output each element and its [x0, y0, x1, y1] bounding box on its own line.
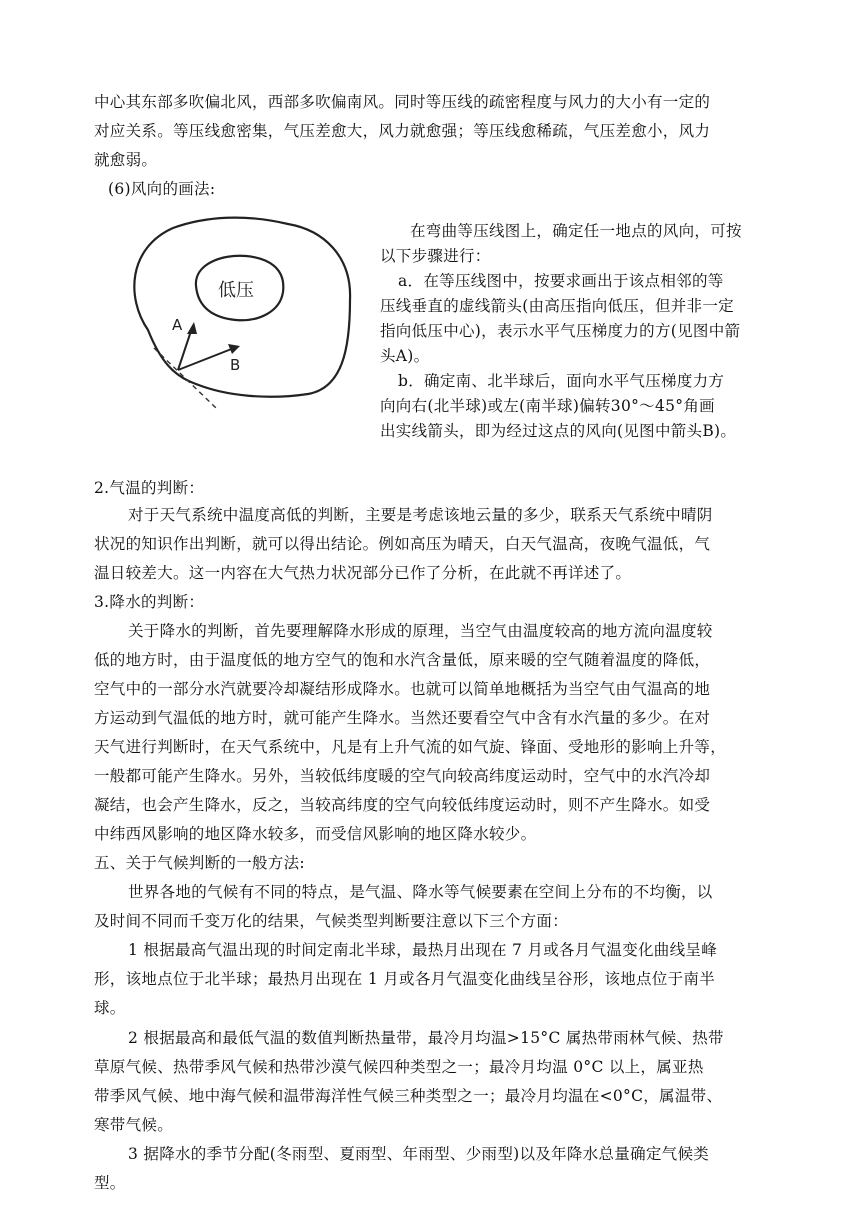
text-line: b．确定南、北半球后，面向水平气压梯度力方: [398, 372, 725, 390]
isobar-wind-figure: [118, 210, 363, 410]
text-line: 及时间不同而千变万化的结果，气候类型判断要注意以下三个方面：: [94, 912, 569, 930]
text-line: 就愈弱。: [94, 151, 158, 169]
text-line: 一般都可能产生降水。另外，当较低纬度暖的空气向较高纬度运动时，空气中的水汽冷却: [94, 767, 711, 785]
text-line: 空气中的一部分水汽就要冷却凝结形成降水。也就可以简单地概括为当空气由气温高的地: [94, 680, 711, 698]
isobar-diagram: [118, 210, 363, 410]
text-line: 球。: [94, 999, 126, 1017]
text-line: 关于降水的判断，首先要理解降水形成的原理，当空气由温度较高的地方流向温度较: [128, 622, 713, 640]
text-line: 向向右(北半球)或左(南半球)偏转30°～45°角画: [380, 397, 715, 415]
text-line: 凝结，也会产生降水，反之，当较高纬度的空气向较低纬度运动时，则不产生降水。如受: [94, 796, 711, 814]
text-line: 世界各地的气候有不同的特点，是气温、降水等气候要素在空间上分布的不均衡，以: [128, 883, 713, 901]
arrow-b-label: B: [230, 356, 241, 374]
text-line: 形，该地点位于北半球；最热月出现在 1 月或各月气温变化曲线呈谷形，该地点位于南半: [94, 970, 716, 988]
text-line: 中心其东部多吹偏北风，西部多吹偏南风。同时等压线的疏密程度与风力的大小有一定的: [94, 93, 711, 111]
text-line: 天气进行判断时，在天气系统中，凡是有上升气流的如气旋、锋面、受地形的影响上升等，: [94, 738, 727, 756]
low-pressure-label: 低压: [218, 280, 254, 301]
text-line: a．在等压线图中，按要求画出于该点相邻的等: [398, 272, 724, 290]
text-line: 头A)。: [380, 347, 430, 365]
text-line: 低的地方时，由于温度低的地方空气的饱和水汽含量低，原来暖的空气随着温度的降低，: [94, 651, 711, 669]
text-line: 出实线箭头，即为经过这点的风向(见图中箭头B)。: [380, 422, 737, 440]
text-line: 中纬西风影响的地区降水较多，而受信风影响的地区降水较少。: [94, 825, 537, 843]
section-heading: 2.气温的判断：: [94, 479, 205, 497]
arrow-a-head: [187, 322, 197, 334]
text-line: 对于天气系统中温度高低的判断，主要是考虑该地云量的多少，联系天气系统中晴阴: [128, 506, 713, 524]
text-line: 以下步骤进行：: [380, 247, 491, 265]
text-line: 3 据降水的季节分配(冬雨型、夏雨型、年雨型、少雨型)以及年降水总量确定气候类: [128, 1145, 710, 1163]
text-line: 在弯曲等压线图上，确定任一地点的风向，可按: [410, 222, 742, 240]
text-line: 1 根据最高气温出现的时间定南北半球，最热月出现在 7 月或各月气温变化曲线呈峰: [128, 941, 718, 959]
text-line: 方运动到气温低的地方时，就可能产生降水。当然还要看空气中含有水汽量的多少。在对: [94, 709, 711, 727]
text-line: 草原气候、热带季风气候和热带沙漠气候四种类型之一；最冷月均温 0°C 以上，属亚热: [94, 1058, 704, 1076]
text-line: 型。: [94, 1174, 126, 1192]
text-line: 带季风气候、地中海气候和温带海洋性气候三种类型之一；最冷月均温在<0°C，属温带、: [94, 1087, 723, 1105]
section-heading: (6)风向的画法:: [108, 180, 216, 198]
text-line: 对应关系。等压线愈密集，气压差愈大，风力就愈强；等压线愈稀疏，气压差愈小，风力: [94, 122, 711, 140]
section-heading: 五、关于气候判断的一般方法:: [94, 854, 305, 872]
arrow-a: [178, 328, 192, 370]
section-heading: 3.降水的判断：: [94, 593, 205, 611]
text-line: 2 根据最高和最低气温的数值判断热量带，最冷月均温>15°C 属热带雨林气候、热带: [128, 1029, 724, 1047]
arrow-a-label: A: [172, 316, 183, 334]
arrow-b: [178, 348, 234, 370]
text-line: 寒带气候。: [94, 1116, 174, 1134]
outer-isobar: [134, 218, 350, 397]
text-line: 状况的知识作出判断，就可以得出结论。例如高压为晴天，白天气温高，夜晚气温低，气: [94, 535, 711, 553]
text-line: 指向低压中心)，表示水平气压梯度力的方(见图中箭: [380, 322, 741, 340]
text-line: 温日较差大。这一内容在大气热力状况部分已作了分析，在此就不再详述了。: [94, 564, 632, 582]
text-line: 压线垂直的虚线箭头(由高压指向低压，但并非一定: [380, 297, 734, 315]
